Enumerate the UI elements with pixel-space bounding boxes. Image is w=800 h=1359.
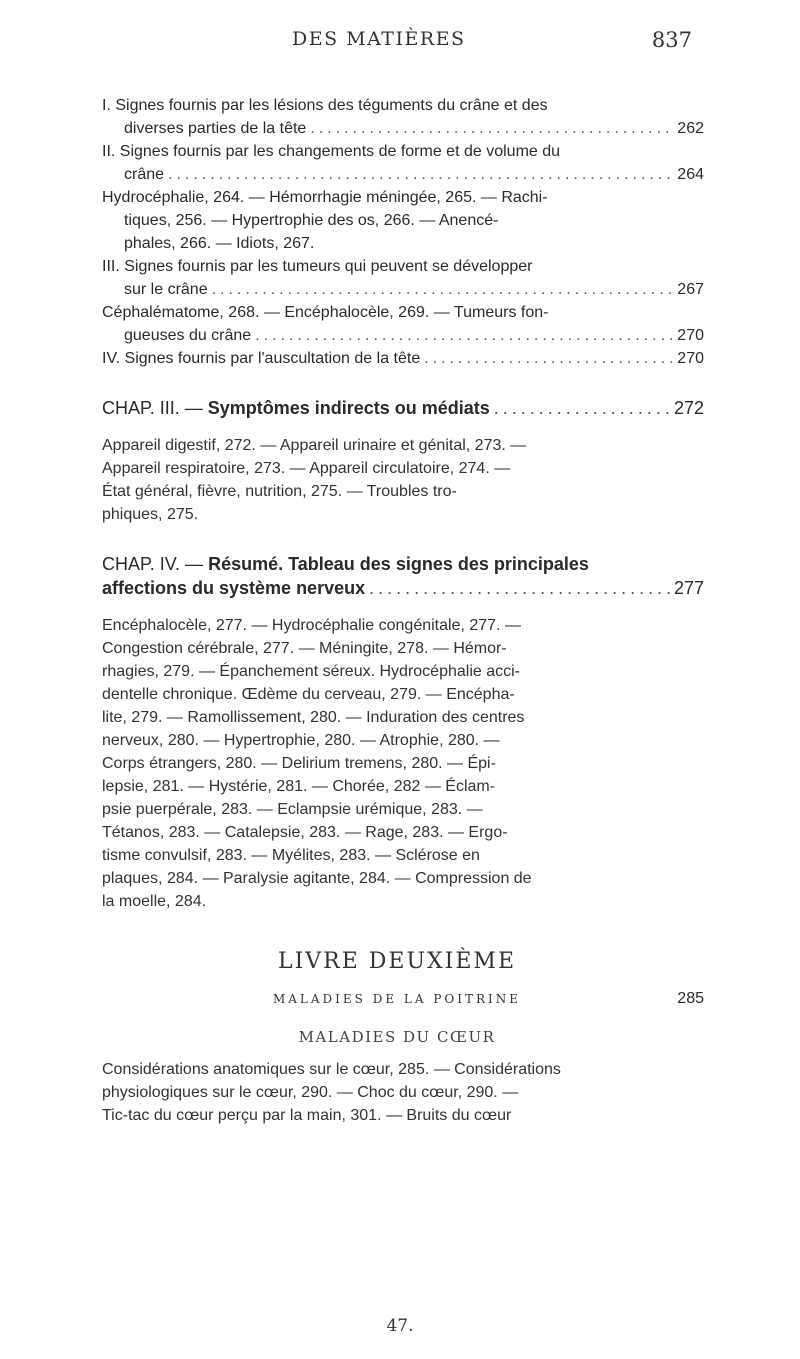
toc-entry-iii	[102, 255, 704, 347]
entry-description: gueuses du crâne	[124, 327, 252, 344]
chapter-iii-description	[102, 434, 692, 526]
description-line: la moelle, 284.	[102, 893, 207, 910]
book-title: LIVRE DEUXIÈME	[277, 949, 517, 974]
book-subtitle-row	[102, 990, 704, 1012]
entry-leader-line	[102, 278, 704, 301]
description-line: phiques, 275.	[102, 506, 199, 523]
table-of-contents	[102, 94, 704, 1127]
dot-leader	[212, 278, 674, 301]
chapter-title: Symptômes indirects ou médiats	[207, 398, 490, 418]
entry-leader-line	[102, 324, 704, 347]
entry-page: 270	[677, 327, 704, 344]
dot-leader	[255, 324, 673, 347]
description-line: Appareil respiratoire, 273. — Appareil circulatoire, 274. —	[102, 460, 511, 477]
entry-line: II. Signes fournis par les changements de forme et de volume du	[102, 143, 561, 160]
description-line: Corps étrangers, 280. — Delirium tremens, 280. — Épi-	[102, 755, 496, 772]
chapter-iv-description	[102, 614, 692, 913]
description-line: nerveux, 280. — Hypertrophie, 280. — Atrophie, 280. —	[102, 732, 500, 749]
entry-description: Céphalématome, 268. — Encéphalocèle, 269. — Tumeurs fon-	[102, 304, 549, 321]
description-line: physiologiques sur le cœur, 290. — Choc du cœur, 290. —	[102, 1084, 519, 1101]
chapter-leader-line	[102, 576, 704, 600]
entry-page: 262	[677, 120, 704, 137]
entry-leader-line	[102, 117, 704, 140]
entry-line: sur le crâne	[124, 281, 208, 298]
entry-leader-line	[102, 163, 704, 186]
chapter-heading-text	[102, 552, 692, 576]
description-line: Tétanos, 283. — Catalepsie, 283. — Rage, 283. — Ergo-	[102, 824, 508, 841]
entry-description: phales, 266. — Idiots, 267.	[124, 235, 315, 252]
entry-description: tiques, 256. — Hypertrophie des os, 266. — Anencé-	[124, 212, 499, 229]
description-line: Encéphalocèle, 277. — Hydrocéphalie congénitale, 277. —	[102, 617, 521, 634]
entry-page: 267	[677, 281, 704, 298]
dot-leader	[494, 396, 670, 420]
dot-leader	[168, 163, 673, 186]
entry-line: I. Signes fournis par les lésions des téguments du crâne et des	[102, 97, 548, 114]
chapter-heading-text	[102, 396, 490, 420]
description-line: dentelle chronique. Œdème du cerveau, 279. — Encépha-	[102, 686, 515, 703]
entry-line: III. Signes fournis par les tumeurs qui peuvent se développer	[102, 258, 533, 275]
entry-line: crâne	[124, 166, 165, 183]
description-line: psie puerpérale, 283. — Eclampsie urémique, 283. —	[102, 801, 483, 818]
chapter-page: 272	[673, 398, 704, 418]
entry-description: Hydrocéphalie, 264. — Hémorrhagie méningée, 265. — Rachi-	[102, 189, 548, 206]
page-header	[0, 28, 800, 58]
description-line: plaques, 284. — Paralysie agitante, 284. — Compression de	[102, 870, 532, 887]
toc-entry-iv	[102, 347, 704, 370]
description-line: rhagies, 279. — Épanchement séreux. Hydrocéphalie acci-	[102, 663, 520, 680]
entry-line: IV. Signes fournis par l'auscultation de la tête	[102, 350, 421, 367]
chapter-leader-line	[102, 396, 704, 420]
description-line: État général, fièvre, nutrition, 275. — Troubles tro-	[102, 483, 457, 500]
description-line: tisme convulsif, 283. — Myélites, 283. — Sclérose en	[102, 847, 480, 864]
toc-entry-ii	[102, 140, 704, 255]
chapter-number: CHAP. IV. —	[102, 554, 204, 574]
description-line: Congestion cérébrale, 277. — Méningite, 278. — Hémor-	[102, 640, 507, 657]
description-line: Tic-tac du cœur perçu par la main, 301. — Bruits du cœur	[102, 1107, 512, 1124]
chapter-title: affections du système nerveux	[102, 578, 366, 598]
description-line: lepsie, 281. — Hystérie, 281. — Chorée, 282 — Éclam-	[102, 778, 496, 795]
dot-leader	[310, 117, 673, 140]
chapter-iii-heading	[102, 396, 704, 420]
toc-entry-i	[102, 94, 704, 140]
entry-page: 264	[677, 166, 704, 183]
signature-mark: 47.	[386, 1316, 414, 1336]
book-subtitle-page: 285	[677, 990, 704, 1007]
chapter-number: CHAP. III. —	[102, 398, 203, 418]
dot-leader	[369, 576, 670, 600]
section-description	[102, 1058, 692, 1127]
running-title: DES MATIÈRES	[292, 28, 466, 50]
book-subtitle: MALADIES DE LA POITRINE	[272, 992, 522, 1006]
chapter-page: 277	[673, 578, 704, 598]
page-number: 837	[651, 28, 692, 52]
entry-line: diverses parties de la tête	[124, 120, 307, 137]
description-line: Considérations anatomiques sur le cœur, 285. — Considérations	[102, 1061, 561, 1078]
chapter-iv-heading	[102, 552, 704, 600]
entry-leader-line	[102, 347, 704, 370]
section-title: MALADIES DU CŒUR	[298, 1028, 496, 1046]
description-line: Appareil digestif, 272. — Appareil urinaire et génital, 273. —	[102, 437, 527, 454]
entry-page: 270	[677, 350, 704, 367]
description-line: lite, 279. — Ramollissement, 280. — Induration des centres	[102, 709, 525, 726]
chapter-title: Résumé. Tableau des signes des principales	[208, 554, 589, 574]
dot-leader	[424, 347, 673, 370]
